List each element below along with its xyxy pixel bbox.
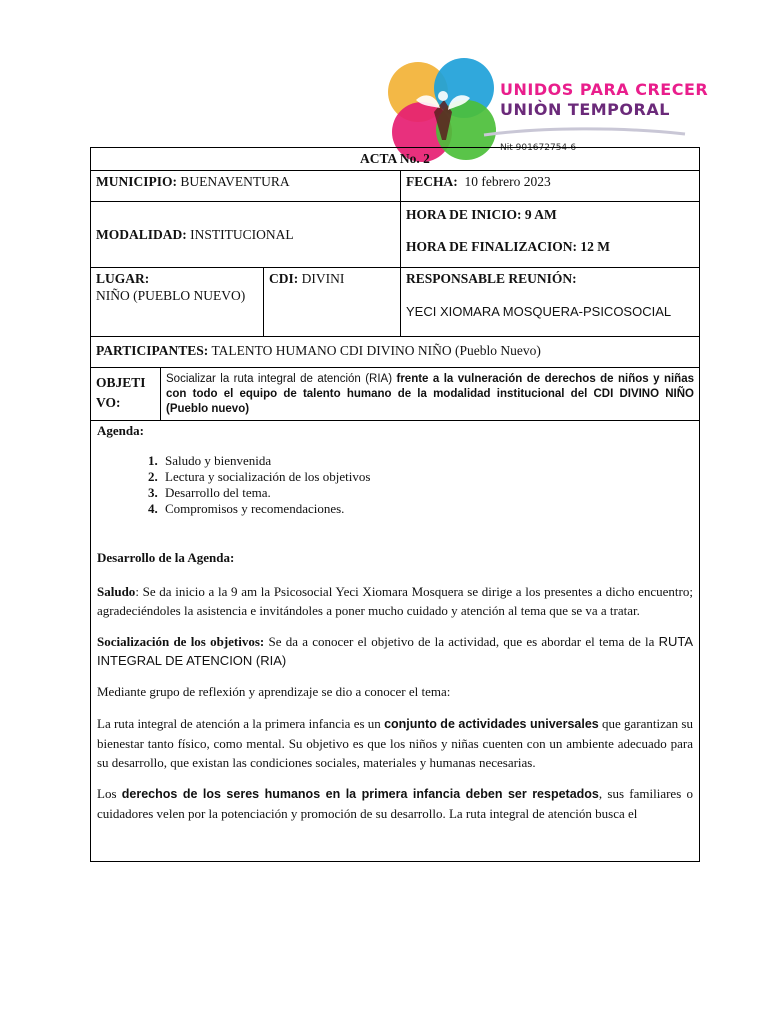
municipio-cell <box>91 171 401 201</box>
hora-inicio-value: 9 AM <box>524 207 557 222</box>
derechos-text-2: , sus familiares o cuidadores velen por la potenciación y promoción de su desarrollo. La ruta integral de atención busca el <box>97 786 694 821</box>
participantes-value: TALENTO HUMANO CDI DIVINO NIÑO (Pueblo Nuevo) <box>211 343 541 358</box>
cdi-value: DIVINI <box>301 271 345 286</box>
logo-line-2: UNIÒN TEMPORAL <box>500 100 670 119</box>
lugar-cell <box>91 268 264 336</box>
objetivo-bold: frente a la vulneración de derechos de niños y niñas con todo el equipo de talento humano de la modalidad institucional del CDI DIVINO NIÑO (Pueblo nuevo) <box>166 373 694 415</box>
objetivo-label-2: VO: <box>96 395 121 410</box>
saludo-paragraph <box>97 582 693 620</box>
acta-title: ACTA No. 2 <box>360 151 430 166</box>
lugar-label: LUGAR: <box>96 271 150 286</box>
agenda-title: Agenda: <box>97 423 144 438</box>
derechos-text-1: Los <box>97 786 122 801</box>
objetivo-label-1: OBJETI <box>96 375 146 390</box>
saludo-label: Saludo <box>97 584 136 599</box>
agenda-item: 1. Saludo y bienvenida <box>161 453 693 469</box>
modalidad-value: INSTITUCIONAL <box>190 227 294 242</box>
ruta-text-2: que garantizan su bienestar tanto físico, como mental. Su objetivo es que los niños y niñas cuenten con un ambiente adecuado para su desarrollo, que existan las condiciones sociales, materiales y humanas necesarias. <box>97 716 693 770</box>
participantes-label: PARTICIPANTES: <box>96 343 209 358</box>
logo-line-1: UNIDOS PARA CRECER <box>500 80 709 99</box>
socializacion-text: Se da a conocer el objetivo de la actividad, que es abordar el tema de la <box>264 634 659 649</box>
fecha-value: 10 febrero 2023 <box>464 174 551 189</box>
municipio-fecha-row <box>91 171 699 202</box>
hora-fin-label: HORA DE FINALIZACION: <box>406 239 578 254</box>
hora-fin-value: 12 M <box>580 239 611 254</box>
agenda-item: 3. Desarrollo del tema. <box>161 485 693 501</box>
hora-cell <box>401 202 699 267</box>
socializacion-tail: RUTA INTEGRAL DE ATENCION (RIA) <box>97 634 694 668</box>
responsable-value: YECI XIOMARA MOSQUERA-PSICOSOCIAL <box>406 304 672 319</box>
socializacion-label: Socialización de los objetivos: <box>97 634 265 649</box>
desarrollo-title: Desarrollo de la Agenda: <box>97 550 235 565</box>
objetivo-plain: Socializar la ruta integral de atención (RIA) <box>166 373 397 385</box>
fecha-cell <box>401 171 699 201</box>
fecha-label: FECHA: <box>406 174 458 189</box>
acta-table <box>90 147 700 862</box>
acta-title-row <box>91 148 699 171</box>
participantes-cell <box>91 337 699 367</box>
agenda-item: 4. Compromisos y recomendaciones. <box>161 501 693 517</box>
logo-nit: Nit 901672754-6 <box>500 143 577 153</box>
derechos-bold: derechos de los seres humanos en la primera infancia deben ser respetados <box>121 787 599 801</box>
modalidad-cell <box>91 202 401 267</box>
responsable-cell <box>401 268 699 336</box>
agenda-list <box>97 453 693 517</box>
socializacion-paragraph <box>97 632 693 670</box>
lugar-row <box>91 268 699 337</box>
derechos-paragraph <box>97 784 693 823</box>
modalidad-label: MODALIDAD: <box>96 227 187 242</box>
responsable-label: RESPONSABLE REUNIÓN: <box>406 271 577 286</box>
mediante-paragraph: Mediante grupo de reflexión y aprendizaje se dio a conocer el tema: <box>97 684 451 699</box>
cdi-label: CDI: <box>269 271 299 286</box>
objetivo-label-cell <box>91 368 161 420</box>
saludo-text: : Se da inicio a la 9 am la Psicosocial Yeci Xiomara Mosquera se dirige a los presentes a dicho encuentro; agradeciéndoles la asistencia e invitándoles a poner mucho cuidado y atención al tema que se va a tratar. <box>97 584 693 618</box>
objetivo-row <box>91 368 699 421</box>
cdi-cell <box>264 268 401 336</box>
municipio-label: MUNICIPIO: <box>96 174 177 189</box>
objetivo-text-cell <box>161 368 699 420</box>
lugar-value: NIÑO (PUEBLO NUEVO) <box>96 288 246 303</box>
modalidad-hora-row <box>91 202 699 268</box>
agenda-section <box>91 421 699 862</box>
logo-swoosh <box>482 125 687 139</box>
hora-inicio-label: HORA DE INICIO: <box>406 207 522 222</box>
agenda-item: 2. Lectura y socialización de los objetivos <box>161 469 693 485</box>
ruta-bold: conjunto de actividades universales <box>384 717 599 731</box>
participantes-row <box>91 337 699 368</box>
ruta-paragraph <box>97 714 693 772</box>
ruta-text-1: La ruta integral de atención a la primera infancia es un <box>97 716 385 731</box>
municipio-value: BUENAVENTURA <box>180 174 290 189</box>
